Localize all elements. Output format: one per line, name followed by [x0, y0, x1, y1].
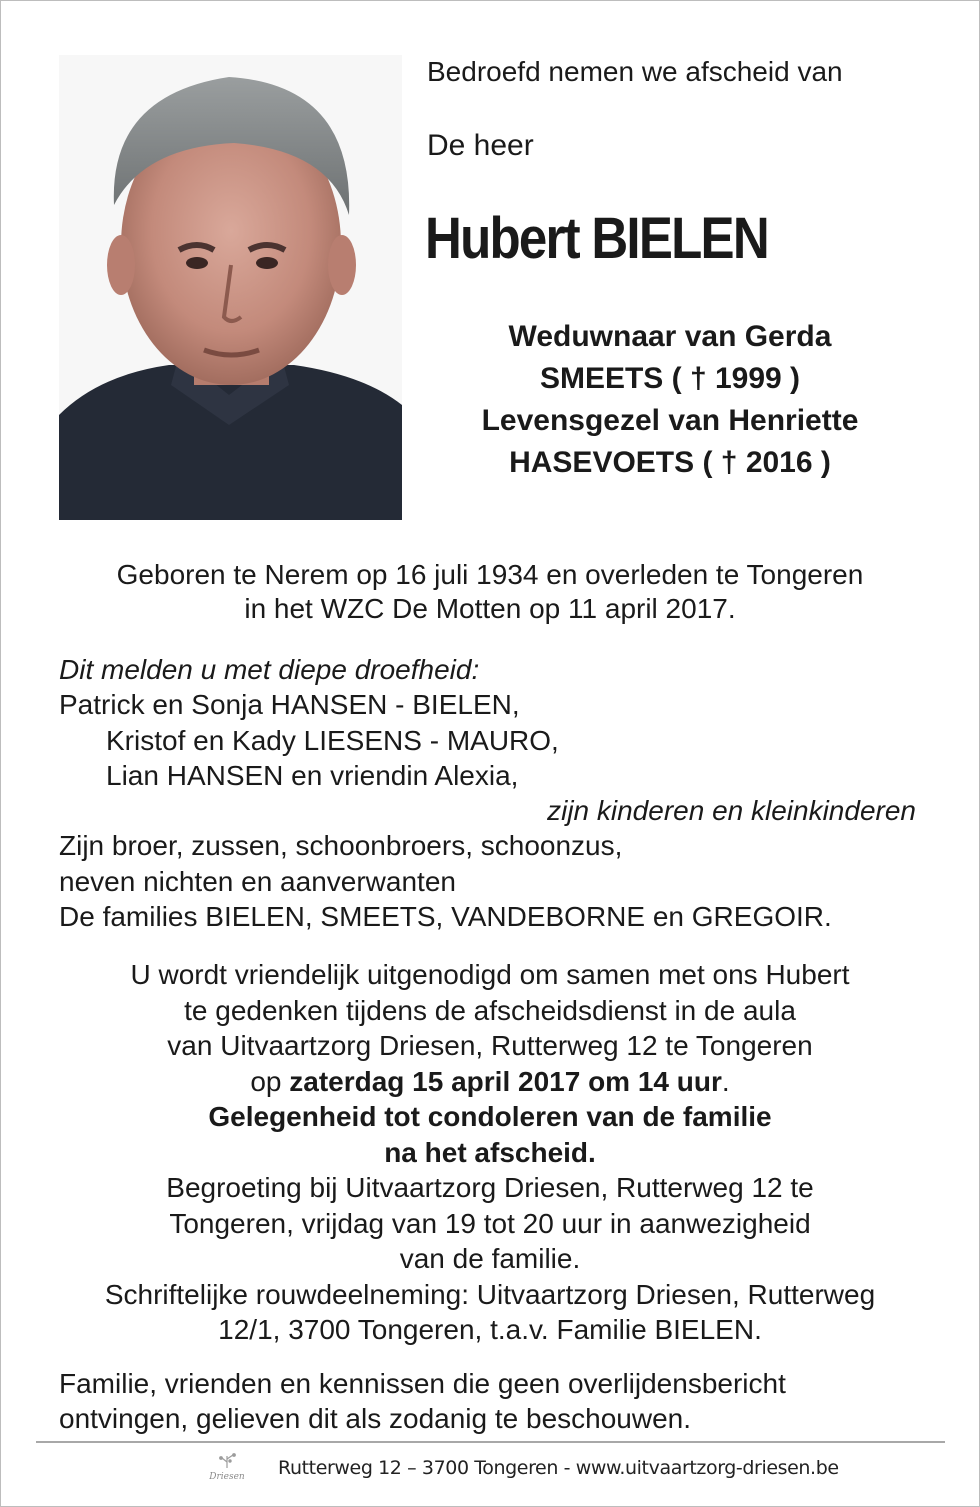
invite-line: van Uitvaartzorg Driesen, Rutterweg 12 te Tongeren	[167, 1030, 813, 1061]
invite-line: te gedenken tijdens de afscheidsdienst in de aula	[184, 994, 796, 1026]
invite-line: Begroeting bij Uitvaartzorg Driesen, Rutterweg 12 te	[166, 1172, 814, 1203]
birth-death-info	[40, 558, 940, 626]
honorific: De heer	[427, 129, 534, 162]
relations-block	[410, 316, 930, 484]
relation-line: Levensgezel van Henriette	[481, 404, 859, 437]
invitation-block	[30, 957, 950, 1348]
relation-line: Weduwnaar van Gerda	[508, 320, 832, 353]
invite-line: 12/1, 3700 Tongeren, t.a.v. Familie BIELEN.	[218, 1314, 762, 1345]
footer-divider	[36, 1441, 945, 1443]
invite-line: van de familie.	[399, 1243, 581, 1274]
closing-line: ontvingen, gelieven dit als zodanig te beschouwen.	[59, 1403, 691, 1434]
mourner-line: De families BIELEN, SMEETS, VANDEBORNE en GREGOIR.	[59, 901, 832, 933]
intro-text: Bedroefd nemen we afscheid van	[427, 56, 843, 87]
condolence-note: Gelegenheid tot condoleren van de familie	[208, 1101, 772, 1132]
mourner-line: Kristof en Kady LIESENS - MAURO,	[106, 724, 559, 756]
born-line: Geboren te Nerem op 16 juli 1934 en overleden te Tongeren	[116, 559, 864, 590]
footer-address: Rutterweg 12 – 3700 Tongeren - www.uitvaartzorg-driesen.be	[278, 1457, 839, 1479]
mourners-block	[59, 652, 929, 934]
mourner-line: neven nichten en aanverwanten	[59, 865, 456, 897]
relation-line: HASEVOETS ( † 2016 )	[509, 446, 831, 479]
closing-note	[59, 1366, 939, 1436]
portrait-photo	[59, 55, 402, 520]
mourner-line: Zijn broer, zussen, schoonbroers, schoonzus,	[59, 830, 623, 862]
mourners-intro: Dit melden u met diepe droefheid:	[59, 654, 480, 685]
service-date: zaterdag 15 april 2017 om 14 uur	[289, 1065, 722, 1097]
service-datetime: op zaterdag 15 april 2017 om 14 uur.	[250, 1065, 730, 1097]
svg-text:Driesen: Driesen	[209, 1472, 245, 1482]
mourner-line: Patrick en Sonja HANSEN - BIELEN,	[59, 689, 520, 721]
mourner-line: Lian HANSEN en vriendin Alexia,	[106, 759, 519, 791]
deceased-name: Hubert BIELEN	[425, 206, 768, 271]
funeral-home-logo	[203, 1452, 251, 1488]
invite-line: U wordt vriendelijk uitgenodigd om samen met ons Hubert	[130, 959, 850, 990]
relation-line: SMEETS ( † 1999 )	[539, 362, 801, 395]
born-line: in het WZC De Motten op 11 april 2017.	[244, 593, 736, 624]
condolence-note: na het afscheid.	[384, 1136, 596, 1168]
invite-line: Schriftelijke rouwdeelneming: Uitvaartzorg Driesen, Rutterweg	[104, 1278, 876, 1310]
closing-line: Familie, vrienden en kennissen die geen overlijdensbericht	[59, 1368, 786, 1399]
mourner-caption: zijn kinderen en kleinkinderen	[547, 795, 916, 827]
invite-line: Tongeren, vrijdag van 19 tot 20 uur in aanwezigheid	[169, 1207, 811, 1239]
